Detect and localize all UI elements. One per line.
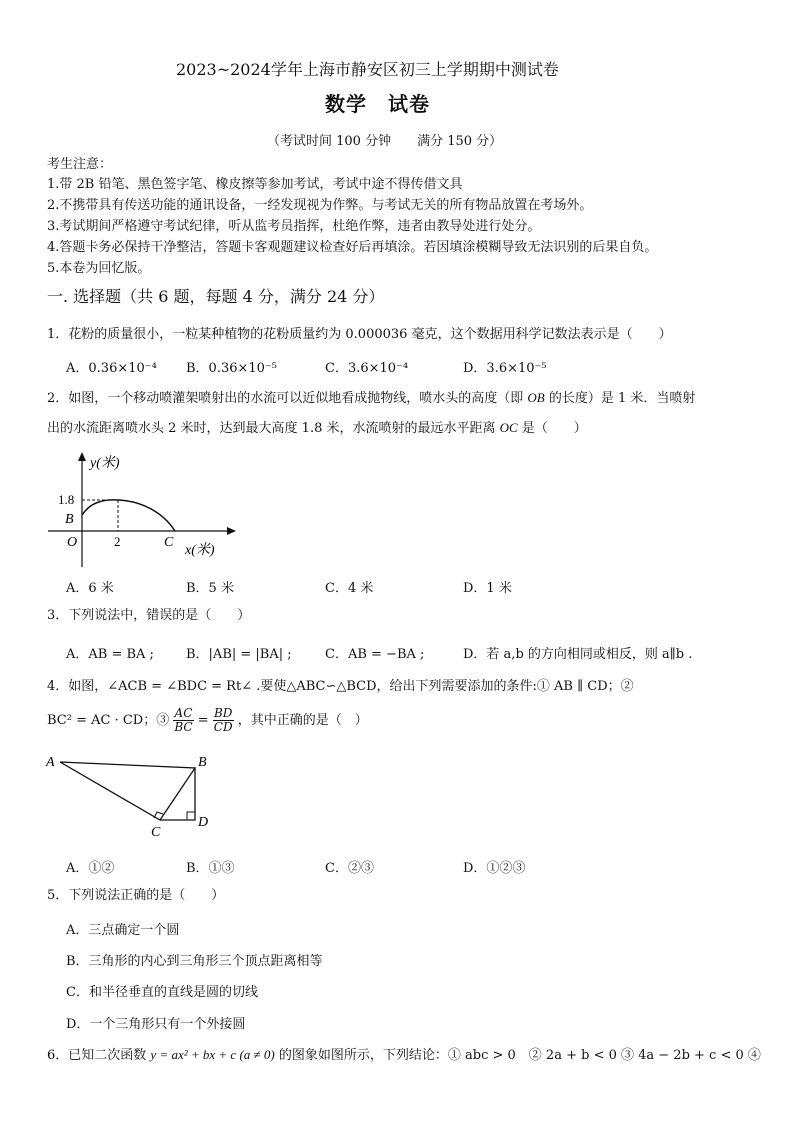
- q4-option-b: B．①③: [186, 861, 235, 876]
- q1-option-a: A．0.36×10⁻⁴: [66, 361, 157, 376]
- label-b: B: [198, 755, 207, 770]
- q2-oc: OC: [499, 420, 518, 435]
- q1-stem: 1．花粉的质量很小，一粒某种植物的花粉质量约为 0.000036 毫克，这个数据用科学记数法表示是（ ）: [47, 327, 672, 342]
- q5-option-c: C．和半径垂直的直线是圆的切线: [66, 985, 258, 1000]
- label-c: C: [151, 825, 161, 840]
- x-axis-arrow: [227, 527, 236, 535]
- q4-condition-2: BC² = AC · CD；③: [47, 713, 170, 728]
- fraction-ac-bc: [173, 707, 193, 734]
- q2-option-c: C．4 米: [325, 581, 374, 596]
- notes-heading: 考生注意：: [47, 157, 113, 172]
- q3-option-c: C．AB = −BA ;: [325, 647, 425, 662]
- q4-stem-line1: 4．如图，∠ACB = ∠BDC = Rt∠ .要使△ABC∽△BCD，给出下列需要添加的条件:① AB ∥ CD；②: [47, 679, 634, 694]
- note-item: 4.答题卡务必保持干净整洁，答题卡客观题建议检查好后再填涂。若因填涂模糊导致无法识别的后果自负。: [47, 240, 658, 255]
- q2-option-a: A．6 米: [66, 581, 114, 596]
- q2-stem-part: 是（ ）: [517, 421, 587, 436]
- q6-stem-part: 的图象如图所示，下列结论：: [274, 1048, 448, 1063]
- q2-parabola-figure: [40, 445, 240, 570]
- frac-num: BD: [213, 706, 233, 720]
- q6-conclusions: ① abc > 0 ② 2a + b < 0 ③ 4a − 2b + c < 0 ④: [447, 1048, 761, 1063]
- note-item: 5.本卷为回忆版。: [47, 261, 151, 276]
- water-trajectory: [82, 500, 175, 531]
- triangle-abc: [60, 762, 195, 820]
- frac-den: BC: [174, 720, 193, 734]
- q3-option-d: D．若 a,b 的方向相同或相反，则 a∥b .: [463, 647, 693, 662]
- q2-option-b: B．5 米: [186, 581, 234, 596]
- q5-option-d: D．一个三角形只有一个外接圆: [66, 1017, 246, 1032]
- subject-title: 数学 试卷: [325, 92, 430, 116]
- q2-option-d: D．1 米: [463, 581, 512, 596]
- q6-formula: y = ax² + bx + c (a ≠ 0): [150, 1047, 275, 1062]
- exam-title: 2023~2024学年上海市静安区初三上学期期中测试卷: [176, 60, 559, 79]
- frac-num: AC: [174, 706, 193, 720]
- y-value-label: 1.8: [58, 492, 75, 507]
- q5-option-a: A．三点确定一个圆: [66, 923, 180, 938]
- c-label: C: [164, 535, 174, 550]
- q2-stem-part: 的长度）是 1 米．当喷射: [544, 391, 696, 406]
- fraction-bd-cd: [213, 707, 234, 734]
- y-axis-arrow: [78, 452, 86, 461]
- q4-stem-end: ，其中正确的是（ ）: [237, 713, 368, 728]
- q1-option-c: C．3.6×10⁻⁴: [325, 361, 409, 376]
- q2-ob: OB: [527, 390, 545, 405]
- q4-stem-line2: [47, 706, 368, 736]
- o-label: O: [67, 535, 78, 550]
- b-label: B: [65, 512, 74, 527]
- q6-stem: [47, 1047, 761, 1064]
- q1-option-d: D．3.6×10⁻⁵: [463, 361, 547, 376]
- note-item: 2.不携带具有传送功能的通讯设备，一经发现视为作弊。与考试无关的所有物品放置在考场外。: [47, 198, 593, 213]
- note-item: 1.带 2B 铅笔、黑色签字笔、橡皮擦等参加考试，考试中途不得传借文具: [47, 177, 463, 192]
- q4-option-a: A．①②: [66, 861, 115, 876]
- q3-option-a: A．AB = BA ;: [66, 647, 154, 662]
- q2-stem-line1: [47, 390, 695, 407]
- y-axis-label: y(米): [90, 456, 120, 471]
- q5-stem: 5．下列说法正确的是（ ）: [47, 888, 225, 903]
- fraction-equals: =: [197, 713, 209, 728]
- x-axis-label: x(米): [185, 543, 215, 558]
- q3-stem: 3．下列说法中，错误的是（ ）: [47, 608, 251, 623]
- frac-den: CD: [213, 720, 233, 734]
- q4-triangle-figure: [40, 750, 230, 845]
- q1-option-b: B．0.36×10⁻⁵: [186, 361, 278, 376]
- q6-stem-part: 6．已知二次函数: [47, 1048, 151, 1063]
- note-item: 3.考试期间严格遵守考试纪律，听从监考员指挥，杜绝作弊，违者由教导处进行处分。: [47, 219, 541, 234]
- q3-option-b: B．|AB| = |BA| ;: [186, 647, 292, 662]
- q4-option-d: D．①②③: [463, 861, 526, 876]
- section-heading: 一. 选择题（共 6 题，每题 4 分，满分 24 分）: [47, 287, 385, 306]
- right-angle-d: [187, 812, 195, 820]
- q2-stem-part: 出的水流距离喷水头 2 米时，达到最大高度 1.8 米，水流喷射的最远水平距离: [47, 421, 500, 436]
- q2-stem-line2: [47, 420, 587, 437]
- q2-stem-part: 2．如图，一个移动喷灌架喷射出的水流可以近似地看成抛物线，喷水头的高度（即: [47, 391, 528, 406]
- label-a: A: [46, 755, 55, 770]
- label-d: D: [198, 815, 209, 830]
- parabola-curve: [82, 495, 120, 515]
- exam-info: （考试时间 100 分钟 满分 150 分）: [267, 134, 503, 149]
- q4-option-c: C．②③: [325, 861, 374, 876]
- q5-option-b: B．三角形的内心到三角形三个顶点距离相等: [66, 954, 323, 969]
- x-value-label: 2: [114, 534, 121, 549]
